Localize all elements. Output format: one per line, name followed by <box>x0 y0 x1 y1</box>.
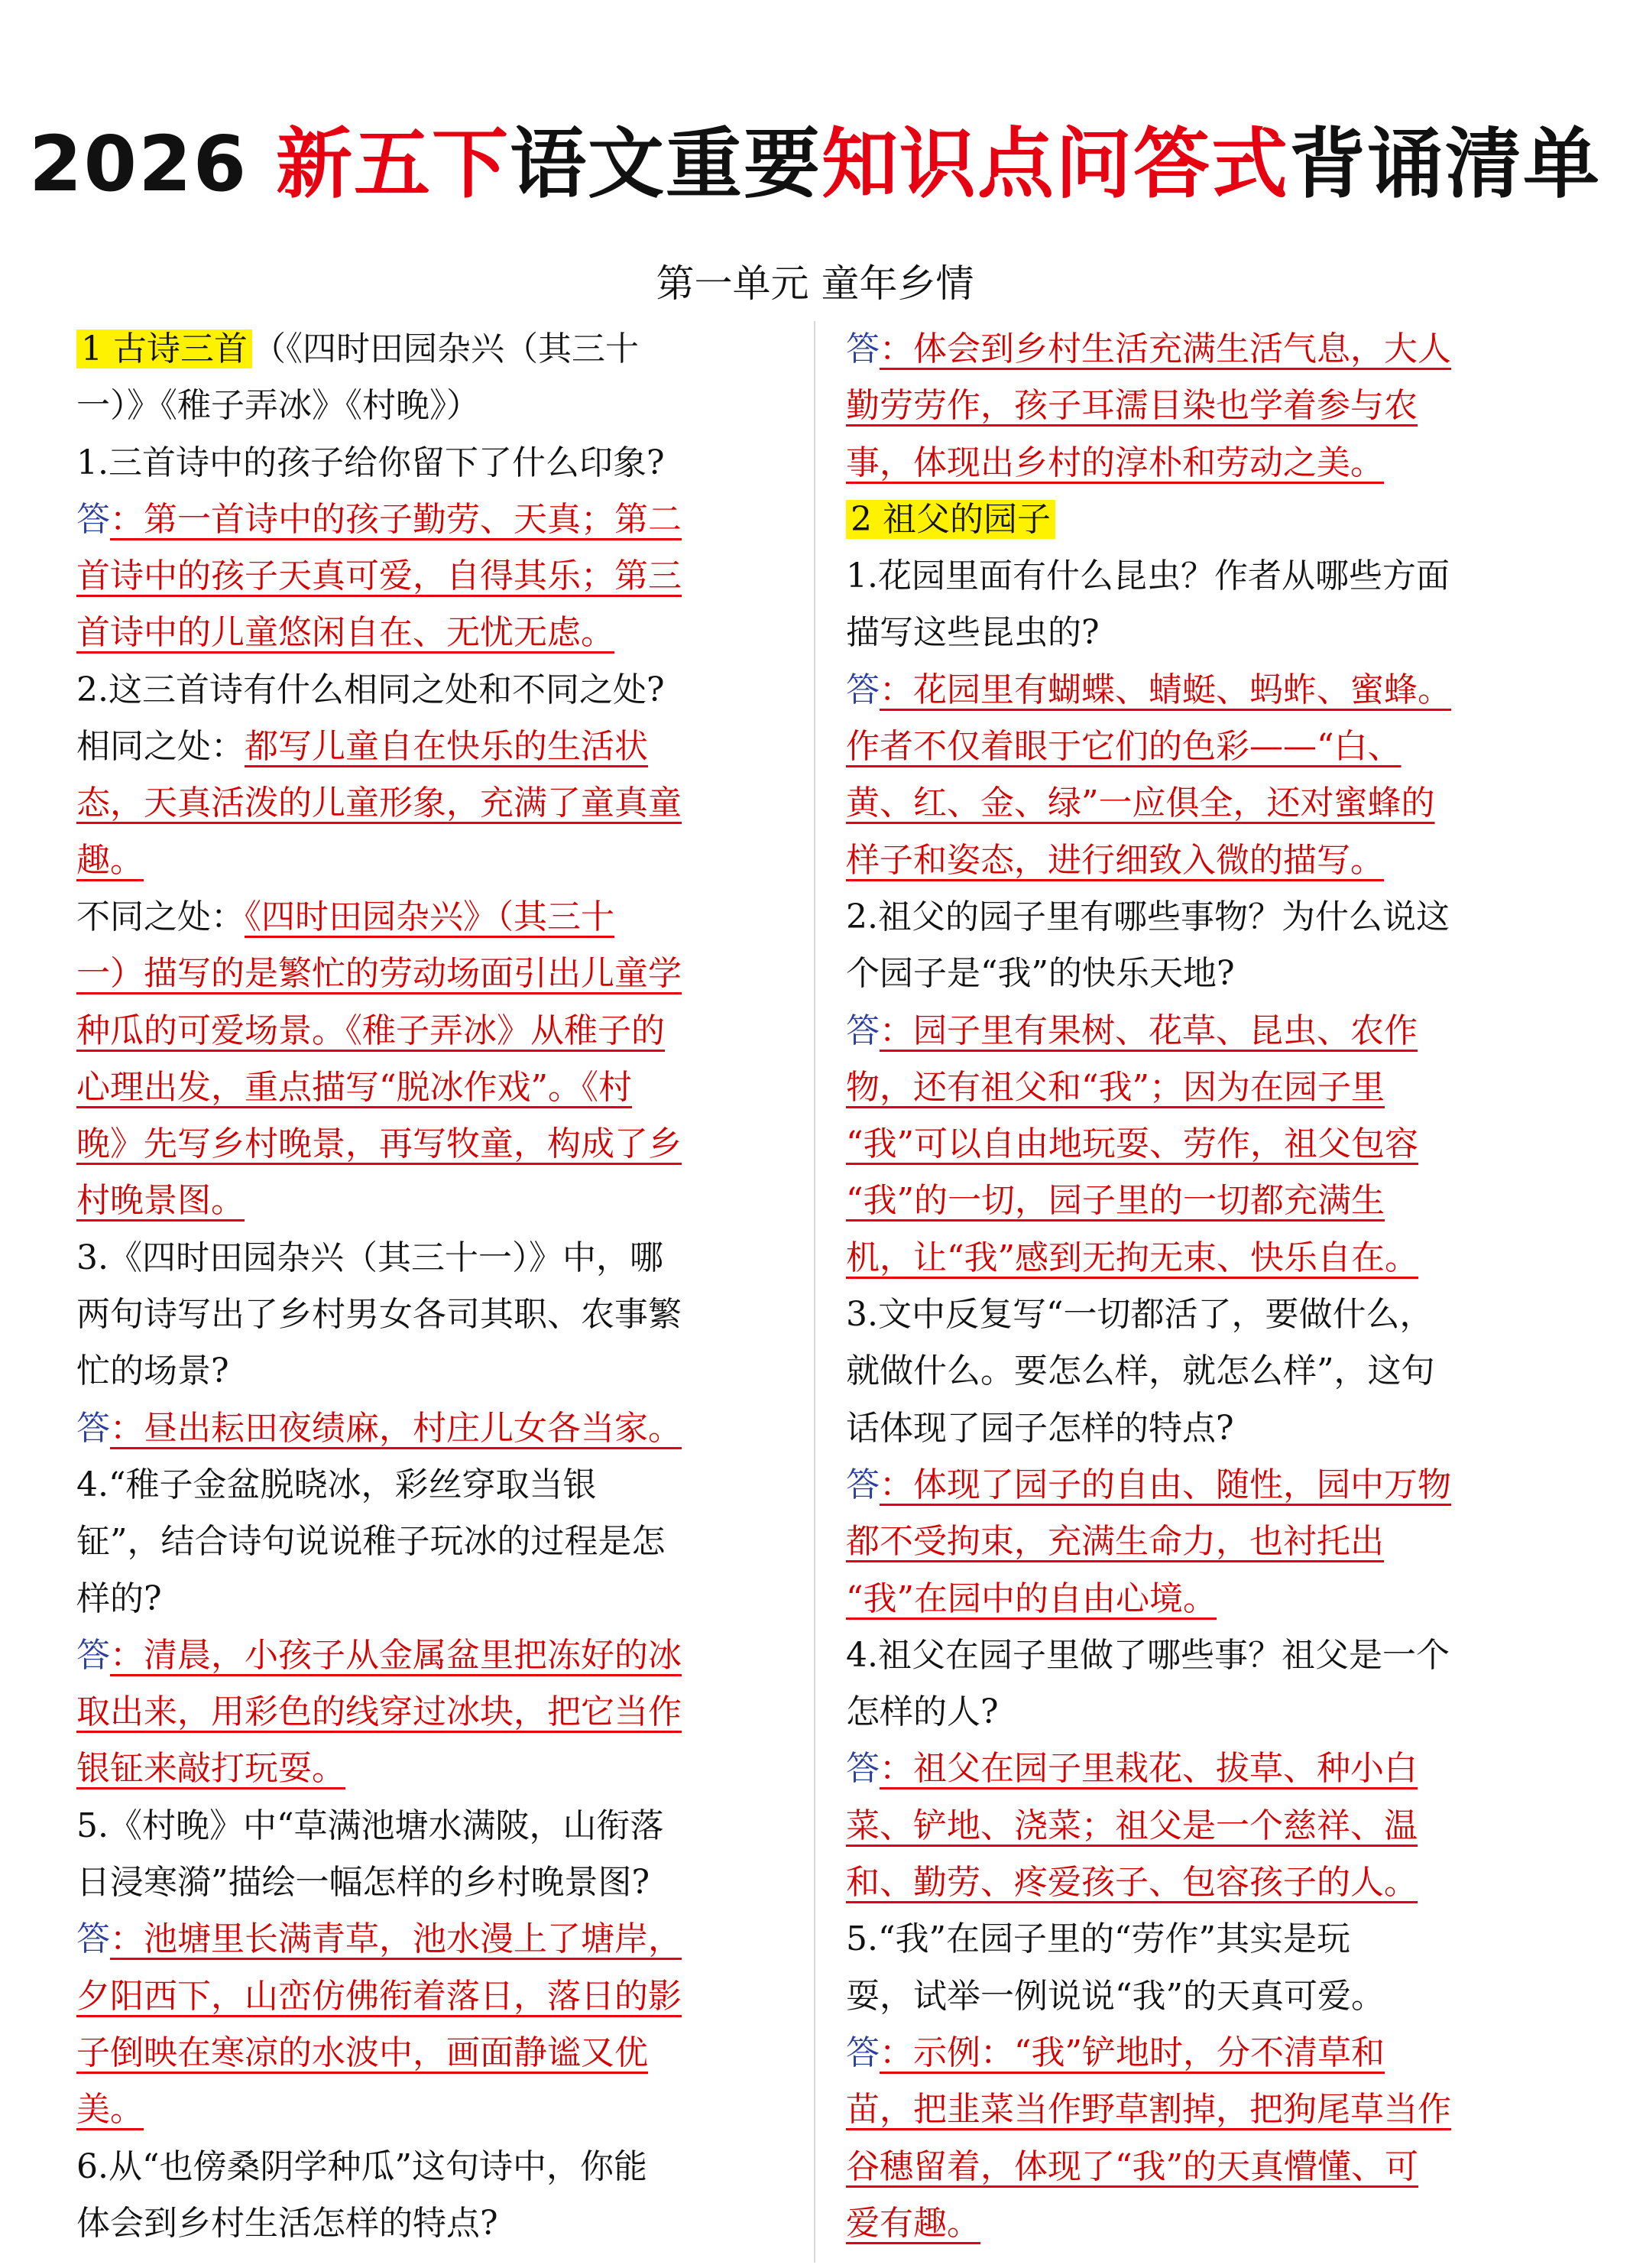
title-grade: 新五下 <box>276 119 510 209</box>
question-line: 3.文中反复写“一切都活了，要做什么， <box>846 1295 1434 1335</box>
question-line: 样的? <box>76 1579 162 1618</box>
answer-line <box>76 775 764 832</box>
answer-text: 美。 <box>76 2090 144 2130</box>
lesson-title-highlight: 1 古诗三首 <box>76 329 252 368</box>
answer-line <box>846 719 1534 775</box>
document-title <box>0 115 1630 214</box>
title-highlight: 知识点问答式 <box>821 119 1290 209</box>
question-line: 2.祖父的园子里有哪些事物？为什么说这 <box>846 897 1450 936</box>
answer-text: 取出来，用彩色的线穿过冰块，把它当作 <box>76 1692 682 1732</box>
answer-line <box>846 1230 1534 1286</box>
answer-text: ：体现了园子的自由、随性，园中万物 <box>880 1465 1451 1504</box>
answer-line <box>846 1854 1534 1911</box>
question-line: 话体现了园子怎样的特点? <box>846 1408 1234 1448</box>
answer-text: ：体会到乡村生活充满生活气息，大人 <box>880 329 1451 368</box>
question-line: 两句诗写出了乡村男女各司其职、农事繁 <box>76 1295 682 1335</box>
lesson-heading <box>76 321 764 378</box>
question-line: 6.从“也傍桑阴学种瓜”这句诗中，你能 <box>76 2146 647 2186</box>
answer-text: ：祖父在园子里栽花、拔草、种小白 <box>880 1749 1418 1789</box>
answer-line <box>76 492 764 548</box>
answer-line <box>76 889 764 946</box>
question-line: 3.《四时田园杂兴（其三十一）》中，哪 <box>76 1238 663 1277</box>
answer-text: 子倒映在寒凉的水波中，画面静谧又优 <box>76 2033 648 2072</box>
answer-line <box>846 775 1534 832</box>
answer-line <box>846 1571 1534 1627</box>
title-year: 2026 <box>28 119 277 209</box>
answer-line <box>846 1798 1534 1854</box>
answer-line <box>76 946 764 1002</box>
question-line: 1.三首诗中的孩子给你留下了什么印象? <box>76 443 665 482</box>
answer-mark: 答 <box>76 1919 110 1959</box>
lesson-title-rest: （《四时田园杂兴（其三十 <box>251 329 639 368</box>
answer-text: 态，天真活泼的儿童形象，充满了童真童 <box>76 784 682 823</box>
answer-text: ：清晨，小孩子从金属盆里把冻好的冰 <box>110 1635 682 1675</box>
answer-text: 村晚景图。 <box>76 1181 245 1221</box>
question-line: 体会到乡村生活怎样的特点? <box>76 2203 498 2243</box>
answer-line <box>846 1741 1534 1797</box>
answer-text: 物，还有祖父和“我”；因为在园子里 <box>846 1067 1385 1107</box>
answer-text: “我”在园中的自由心境。 <box>846 1579 1217 1618</box>
text-line: 一）》《稚子弄冰》《村晚》） <box>76 386 480 426</box>
answer-text: 银钲来敲打玩耍。 <box>76 1749 345 1789</box>
answer-text: “我”的一切，园子里的一切都充满生 <box>846 1181 1385 1221</box>
answer-line <box>846 662 1534 719</box>
question-line: 4.祖父在园子里做了哪些事？祖父是一个 <box>846 1635 1450 1675</box>
answer-text: 爱有趣。 <box>846 2203 980 2243</box>
answer-line <box>846 378 1534 434</box>
answer-line <box>76 1627 764 1684</box>
question-line: 个园子是“我”的快乐天地? <box>846 954 1235 994</box>
answer-text: ：昼出耘田夜绩麻，村庄儿女各当家。 <box>110 1408 682 1448</box>
question-line: 就做什么。要怎么样，就怎么样”，这句 <box>846 1351 1435 1391</box>
answer-line <box>76 1173 764 1229</box>
answer-text: 勤劳劳作，孩子耳濡目染也学着参与农 <box>846 386 1418 426</box>
question-line: 忙的场景? <box>76 1351 229 1391</box>
answer-line <box>76 1116 764 1173</box>
answer-line <box>76 1400 764 1457</box>
question-line: 怎样的人? <box>846 1692 999 1732</box>
answer-text: “我”可以自由地玩耍、劳作，祖父包容 <box>846 1124 1418 1164</box>
answer-mark: 答 <box>846 2033 880 2072</box>
title-end: 背诵清单 <box>1289 119 1602 209</box>
answer-line <box>846 435 1534 492</box>
answer-text: 和、勤劳、疼爱孩子、包容孩子的人。 <box>846 1863 1418 1903</box>
answer-text: 事，体现出乡村的淳朴和劳动之美。 <box>846 443 1384 482</box>
answer-mark: 答 <box>846 670 880 709</box>
answer-line <box>846 2139 1534 2195</box>
question-line: 耍，试举一例说说“我”的天真可爱。 <box>846 1976 1385 2016</box>
answer-text: 夕阳西下，山峦仿佛衔着落日，落日的影 <box>76 1976 682 2016</box>
answer-line <box>76 2081 764 2138</box>
answer-text: 黄、红、金、绿”一应俱全，还对蜜蜂的 <box>846 784 1435 823</box>
answer-mark: 答 <box>846 1749 880 1789</box>
left-column <box>76 321 764 2252</box>
answer-line <box>846 1173 1534 1229</box>
answer-line <box>846 1059 1534 1116</box>
answer-text: 趣。 <box>76 840 144 880</box>
answer-label: 不同之处： <box>76 897 245 936</box>
answer-line <box>76 1684 764 1741</box>
answer-line <box>76 832 764 889</box>
answer-text: 菜、铲地、浇菜；祖父是一个慈祥、温 <box>846 1806 1418 1845</box>
answer-line <box>846 2195 1534 2252</box>
column-divider <box>814 321 815 2263</box>
answer-line <box>846 832 1534 889</box>
answer-text: 心理出发，重点描写“脱冰作戏”。《村 <box>76 1067 632 1107</box>
question-line: 描写这些昆虫的? <box>846 613 1100 653</box>
question-line: 2.这三首诗有什么相同之处和不同之处? <box>76 670 665 709</box>
unit-title: 第一单元 童年乡情 <box>656 261 974 306</box>
answer-mark: 答 <box>76 499 110 539</box>
answer-line <box>846 1116 1534 1173</box>
answer-text: ：池塘里长满青草，池水漫上了塘岸， <box>110 1919 682 1959</box>
answer-text: 种瓜的可爱场景。《稚子弄冰》从稚子的 <box>76 1011 665 1050</box>
answer-mark: 答 <box>846 329 880 368</box>
question-line: 5.“我”在园子里的“劳作”其实是玩 <box>846 1919 1350 1959</box>
answer-text: 《四时田园杂兴》（其三十 <box>245 897 614 936</box>
answer-line <box>76 1911 764 1968</box>
answer-line <box>76 1741 764 1797</box>
answer-text: 作者不仅着眼于它们的色彩——“白、 <box>846 727 1402 767</box>
answer-text: ：第一首诗中的孩子勤劳、天真；第二 <box>110 499 682 539</box>
answer-mark: 答 <box>846 1011 880 1050</box>
answer-mark: 答 <box>76 1408 110 1448</box>
question-line: 1.花园里面有什么昆虫？作者从哪些方面 <box>846 556 1450 596</box>
answer-text: ：示例：“我”铲地时，分不清草和 <box>880 2033 1385 2072</box>
answer-line <box>846 2081 1534 2138</box>
answer-line <box>76 1059 764 1116</box>
right-column <box>846 321 1534 2252</box>
answer-mark: 答 <box>76 1635 110 1675</box>
answer-line <box>76 1968 764 2025</box>
answer-line <box>846 1003 1534 1059</box>
answer-line <box>846 321 1534 378</box>
answer-line <box>76 548 764 605</box>
answer-line <box>846 2025 1534 2081</box>
question-line: 5.《村晚》中“草满池塘水满陂，山衔落 <box>76 1806 664 1845</box>
answer-text: ：园子里有果树、花草、昆虫、农作 <box>880 1011 1418 1050</box>
answer-text: 机，让“我”感到无拘无束、快乐自在。 <box>846 1238 1418 1277</box>
answer-mark: 答 <box>846 1465 880 1504</box>
answer-line <box>76 2025 764 2081</box>
title-subject: 语文重要 <box>510 119 822 209</box>
answer-text: ：花园里有蝴蝶、蜻蜓、蚂蚱、蜜蜂。 <box>880 670 1451 709</box>
answer-text: 苗，把韭菜当作野草割掉，把狗尾草当作 <box>846 2090 1451 2130</box>
answer-text: 首诗中的孩子天真可爱，自得其乐；第三 <box>76 556 682 596</box>
answer-line <box>846 1457 1534 1514</box>
question-line: 日浸寒漪”描绘一幅怎样的乡村晚景图? <box>76 1863 650 1903</box>
answer-text: 一）描写的是繁忙的劳动场面引出儿童学 <box>76 954 682 994</box>
answer-text: 谷穗留着，体现了“我”的天真懵懂、可 <box>846 2146 1418 2186</box>
question-line: 4.“稚子金盆脱晓冰，彩丝穿取当银 <box>76 1465 597 1504</box>
answer-text: 首诗中的儿童悠闲自在、无忧无虑。 <box>76 613 614 653</box>
answer-line <box>76 719 764 775</box>
lesson-heading <box>846 492 1534 548</box>
answer-text: 晚》先写乡村晚景，再写牧童，构成了乡 <box>76 1124 682 1164</box>
answer-line <box>846 1514 1534 1570</box>
answer-line <box>76 605 764 661</box>
answer-text: 样子和姿态，进行细致入微的描写。 <box>846 840 1384 880</box>
answer-label: 相同之处： <box>76 727 245 767</box>
answer-line <box>76 1003 764 1059</box>
question-line: 钲”，结合诗句说说稚子玩冰的过程是怎 <box>76 1522 666 1562</box>
answer-text: 都不受拘束，充满生命力，也衬托出 <box>846 1522 1384 1562</box>
answer-text: 都写儿童自在快乐的生活状 <box>245 727 648 767</box>
lesson-title-highlight: 2 祖父的园子 <box>846 500 1055 539</box>
